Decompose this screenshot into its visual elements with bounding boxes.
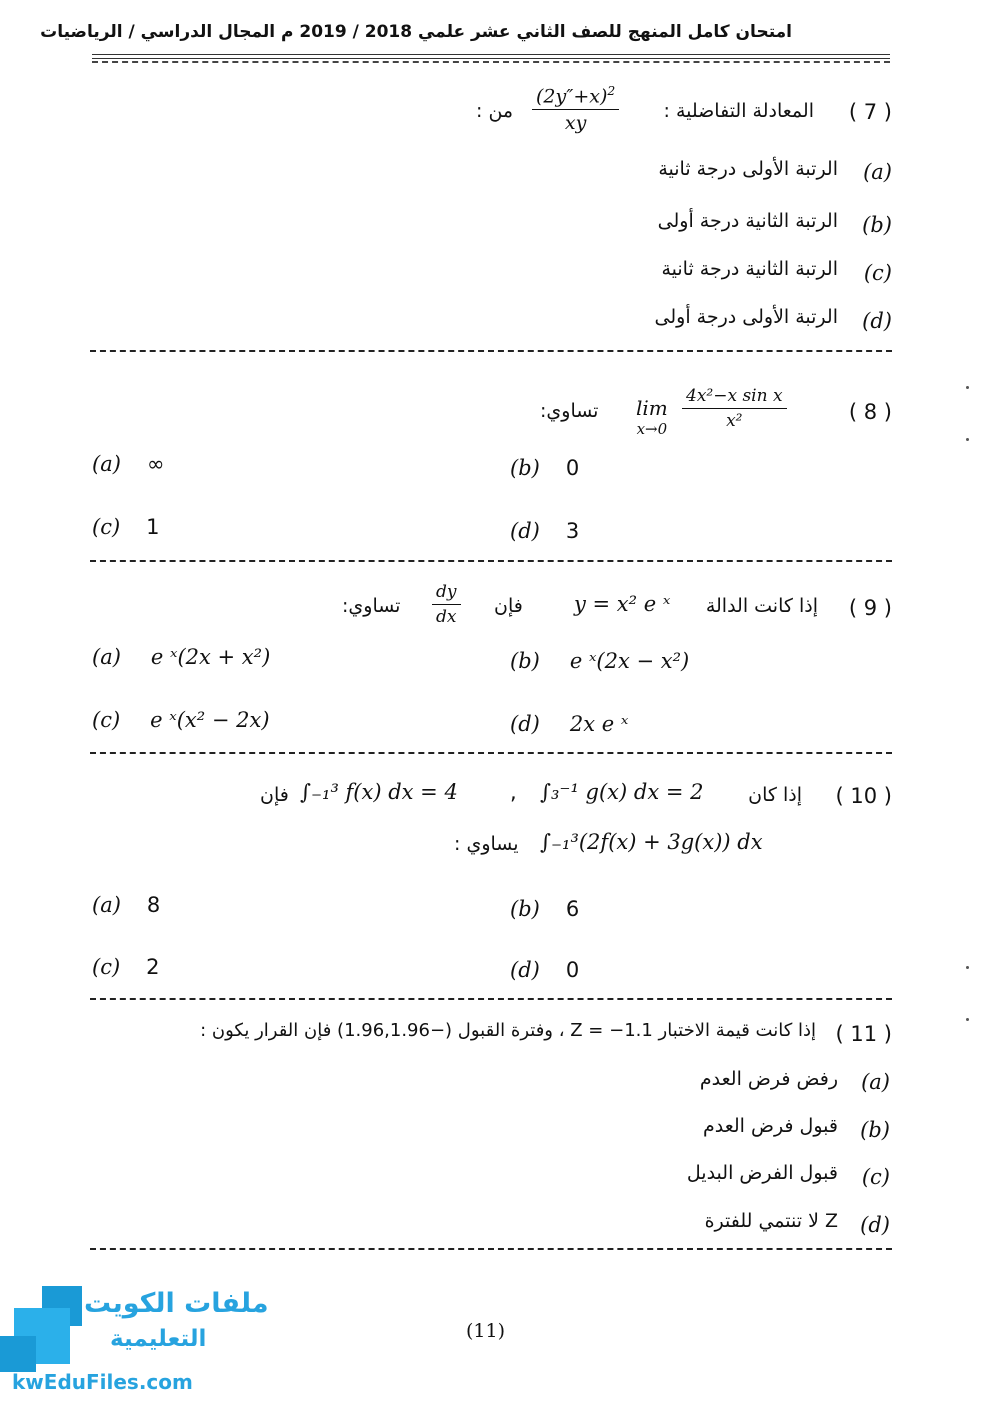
q7-prompt: المعادلة التفاضلية : <box>663 100 814 122</box>
q10-option-d: (d) 0 <box>510 958 580 982</box>
header-rule <box>92 54 890 59</box>
q7-option-a-text: الرتبة الأولى درجة ثانية <box>658 158 838 180</box>
q9-derivative: $\frac{dy}{dx}$ <box>432 582 461 627</box>
q10-if: إذا كان <box>748 784 802 806</box>
divider <box>90 350 892 352</box>
q7-suffix: من : <box>476 100 514 122</box>
q10-then: فإن <box>260 784 289 806</box>
divider <box>90 560 892 562</box>
q8-limit: lim x→0 <box>636 396 668 438</box>
q8-suffix: تساوي: <box>540 400 599 422</box>
margin-dot <box>966 438 969 441</box>
logo-text-1: ملفات الكويت <box>84 1288 269 1319</box>
logo <box>0 1282 269 1403</box>
q10-integral-combined: ∫₋₁³(2f(x) + 3g(x)) dx <box>540 830 763 854</box>
q8-option-c: (c) 1 <box>92 515 160 539</box>
q11-number: ( 11 ) <box>835 1022 892 1046</box>
q10-integral-g: ∫₃⁻¹ g(x) dx = 2 <box>540 780 704 804</box>
q7-option-d-label: (d) <box>862 309 892 333</box>
q10-option-a: (a) 8 <box>92 893 161 917</box>
q7-option-c-text: الرتبة الثانية درجة ثانية <box>661 258 838 280</box>
divider <box>90 998 892 1000</box>
logo-text-2: التعليمية <box>110 1326 207 1352</box>
q8-option-d: (d) 3 <box>510 519 580 543</box>
logo-url: kwEduFiles.com <box>12 1370 193 1394</box>
q11-option-c-text: قبول الفرض البديل <box>686 1162 838 1184</box>
q7-option-b-label: (b) <box>862 213 892 237</box>
q11-option-b-label: (b) <box>860 1118 890 1142</box>
q8-option-b: (b) 0 <box>510 456 580 480</box>
q9-prompt: إذا كانت الدالة <box>705 595 818 617</box>
q8-option-a: (a) ∞ <box>92 452 165 476</box>
q11-option-d-label: (d) <box>860 1213 890 1237</box>
q11-prompt: إذا كانت قيمة الاختبار Z = −1.1 ، وفترة القبول (−1.96,1.96) فإن القرار يكون : <box>200 1020 816 1041</box>
q7-number: ( 7 ) <box>848 100 892 124</box>
q10-suffix: يساوي : <box>454 833 519 855</box>
q11-option-c-label: (c) <box>861 1165 890 1189</box>
header-rule-dashed <box>92 61 890 63</box>
q9-option-a: (a) e ˣ(2x + x²) <box>92 645 271 669</box>
page-number: (11) <box>466 1320 506 1342</box>
margin-dot <box>966 1018 969 1021</box>
q9-option-c: (c) e ˣ(x² − 2x) <box>92 708 270 732</box>
q7-option-a-label: (a) <box>863 160 892 184</box>
q7-option-d-text: الرتبة الأولى درجة أولى <box>654 306 838 328</box>
divider <box>90 1248 892 1250</box>
q9-function: y = x² e ˣ <box>574 592 671 616</box>
margin-dot <box>966 386 969 389</box>
q11-option-b-text: قبول فرض العدم <box>702 1115 838 1137</box>
q11-option-d-text: Z لا تنتمي للفترة <box>704 1210 838 1232</box>
q8-fraction: $\frac{\text{4x²−x sin x}}{\text{x²}}$ <box>682 386 787 431</box>
q10-comma: , <box>510 780 517 804</box>
q10-integral-f: ∫₋₁³ f(x) dx = 4 <box>300 780 458 804</box>
logo-block-3 <box>0 1336 36 1372</box>
page-header: امتحان كامل المنهج للصف الثاني عشر علمي 2018 / 2019 م المجال الدراسي / الرياضيات <box>40 22 792 42</box>
q8-number: ( 8 ) <box>848 400 892 424</box>
q7-expression: $\frac{(2y''+x)^2}{xy}$ <box>532 84 619 134</box>
q9-then: فإن <box>494 595 523 617</box>
q9-number: ( 9 ) <box>848 596 892 620</box>
q7-option-b-text: الرتبة الثانية درجة أولى <box>657 210 838 232</box>
margin-dot <box>966 966 969 969</box>
q10-option-c: (c) 2 <box>92 955 160 979</box>
q7-option-c-label: (c) <box>863 261 892 285</box>
q10-number: ( 10 ) <box>835 784 892 808</box>
divider <box>90 752 892 754</box>
q9-option-b: (b) e ˣ(2x − x²) <box>510 649 690 673</box>
q9-option-d: (d) 2x e ˣ <box>510 712 629 736</box>
q11-option-a-text: رفض فرض العدم <box>699 1068 838 1090</box>
q10-option-b: (b) 6 <box>510 897 580 921</box>
q11-option-a-label: (a) <box>861 1070 890 1094</box>
q9-suffix: تساوي: <box>342 595 401 617</box>
